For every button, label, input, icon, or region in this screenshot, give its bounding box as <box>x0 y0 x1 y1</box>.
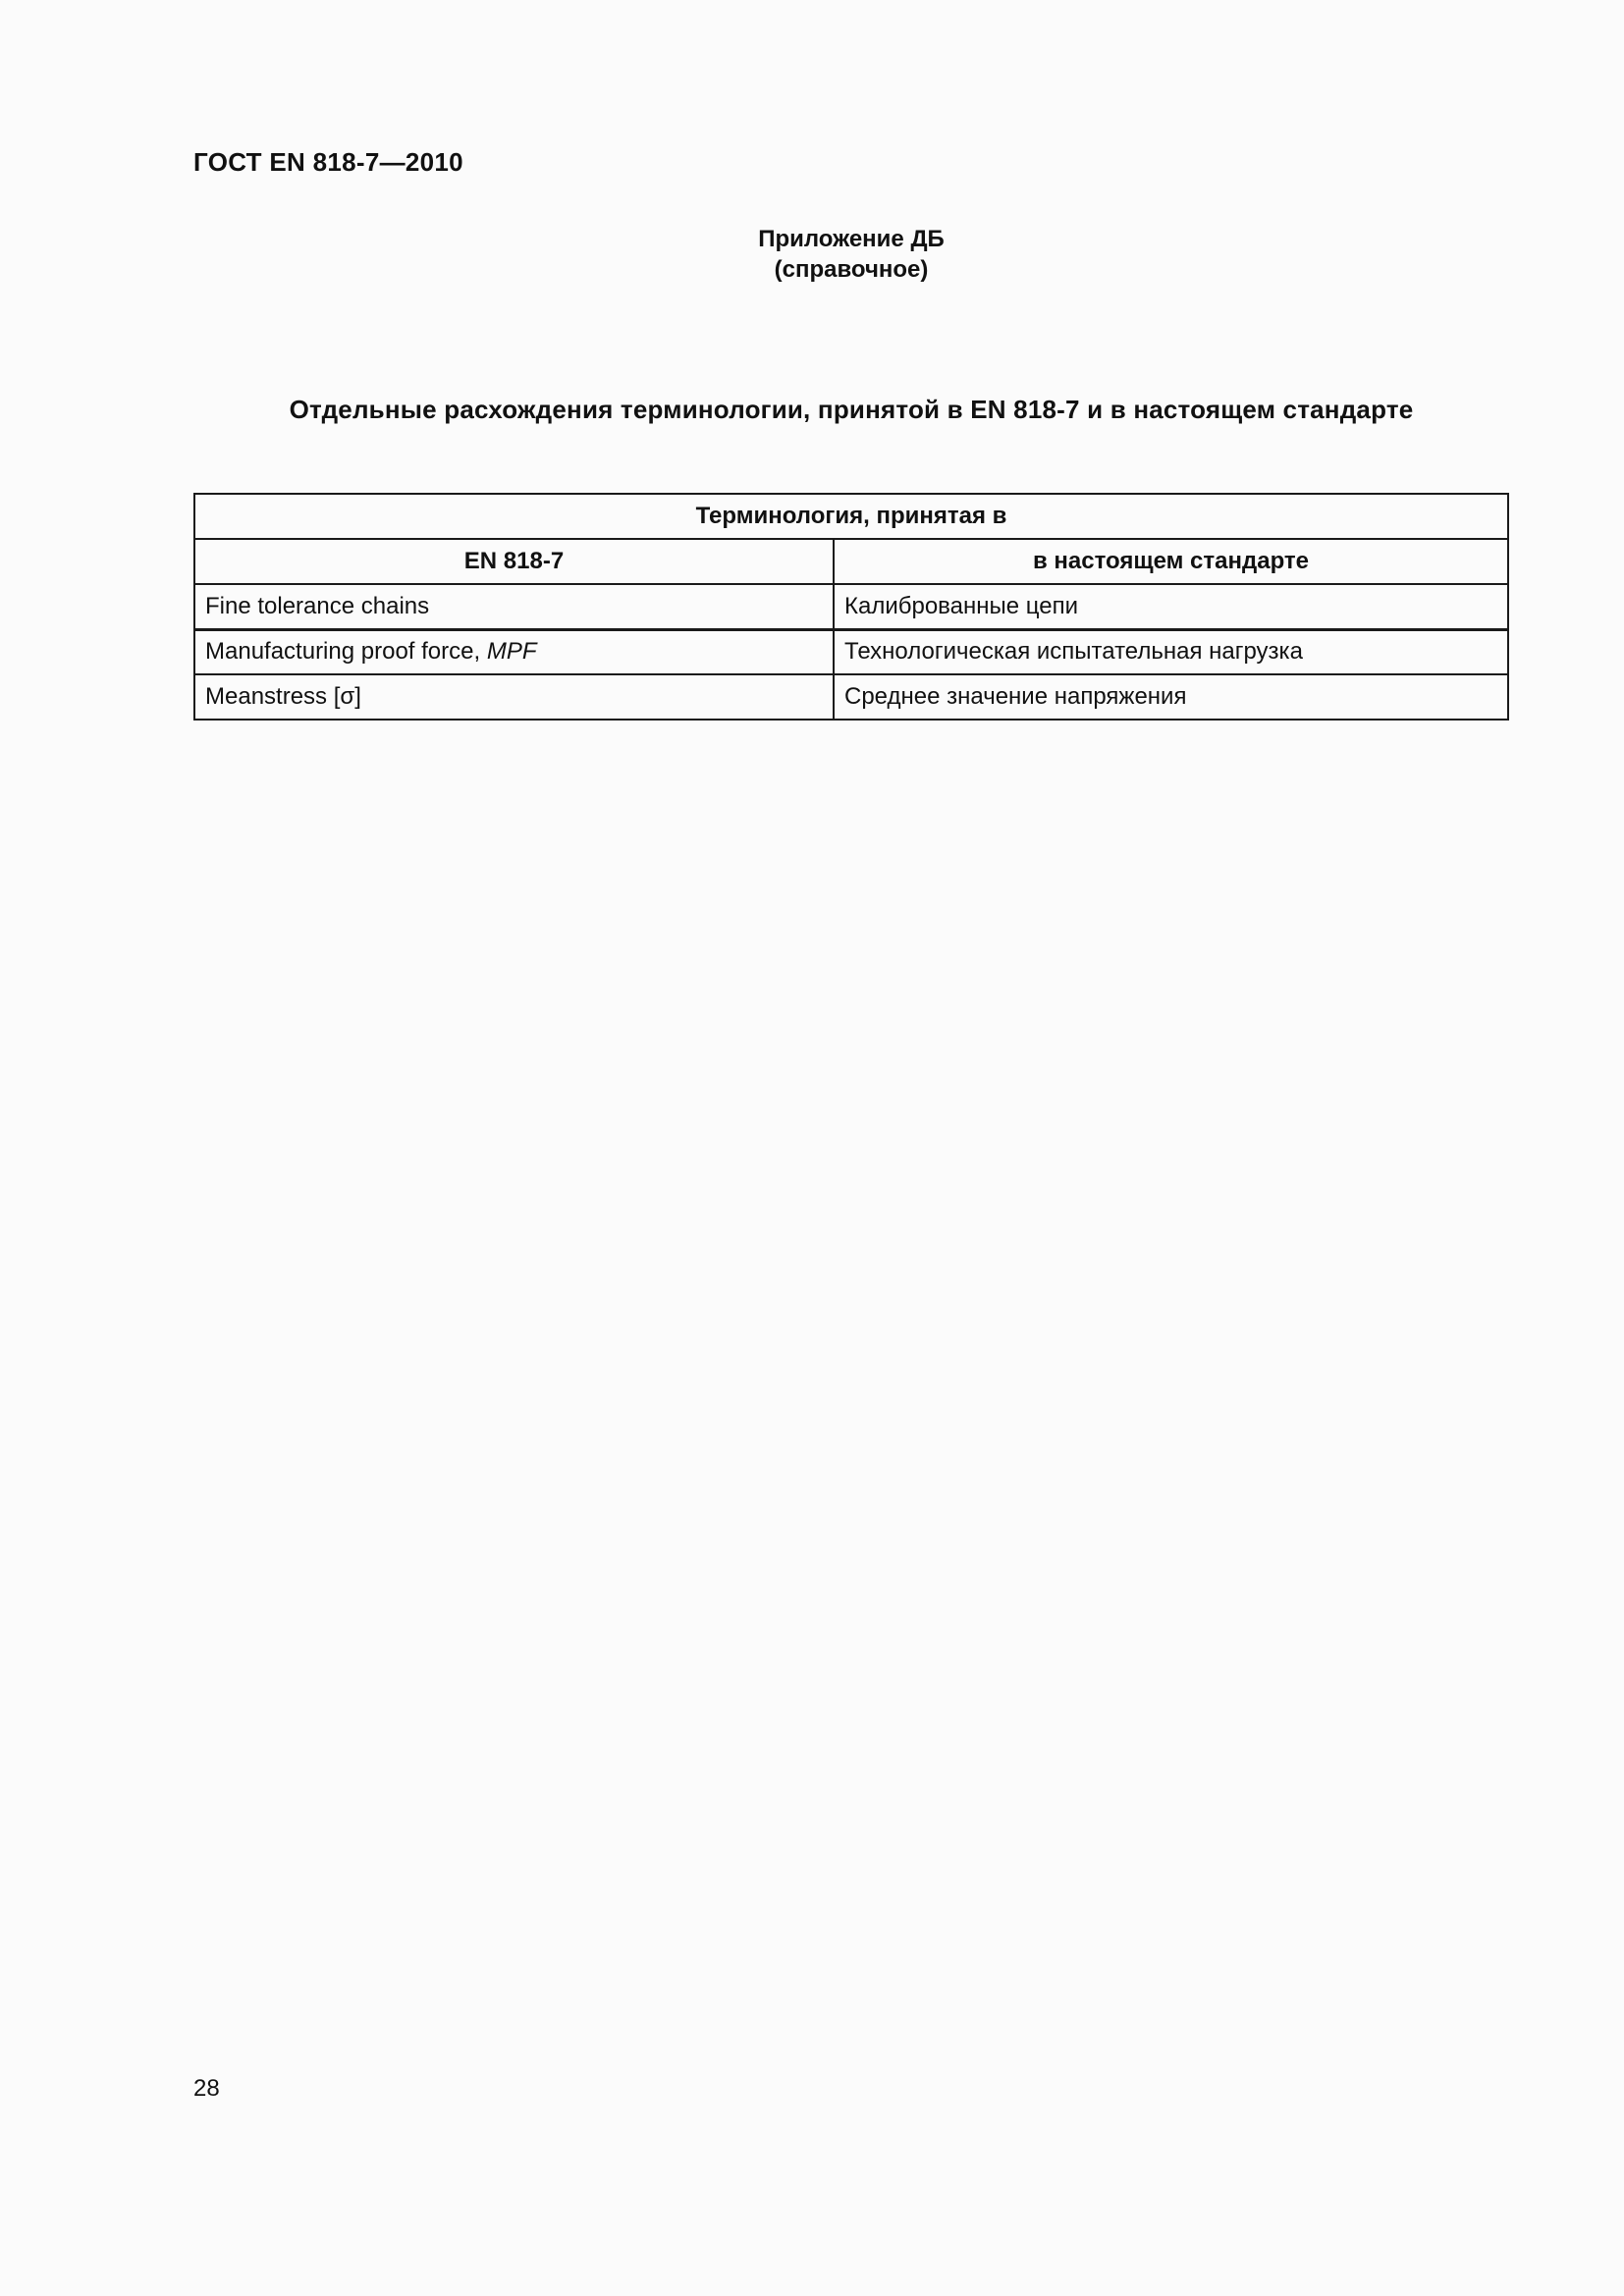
table-column-header-row <box>194 539 1508 584</box>
column-header-en: EN 818-7 <box>194 539 834 584</box>
table-group-header-row <box>194 494 1508 539</box>
term-en <box>194 584 834 629</box>
appendix-title: Приложение ДБ <box>758 226 945 252</box>
term-en <box>194 629 834 674</box>
term-en <box>194 674 834 720</box>
term-en-text: Manufacturing proof force, <box>205 638 487 666</box>
term-en-text: Meanstress [σ] <box>205 683 361 710</box>
term-en-abbreviation: MPF <box>486 638 537 666</box>
table-row <box>194 584 1508 629</box>
appendix-block <box>0 224 1624 285</box>
terminology-table <box>193 493 1509 721</box>
table-group-header: Терминология, принятая в <box>194 494 1508 539</box>
term-ru: Технологическая испытательная нагрузка <box>834 629 1508 674</box>
term-ru: Среднее значение напряжения <box>834 674 1508 720</box>
document-code: ГОСТ EN 818-7—2010 <box>193 147 463 177</box>
term-ru: Калиброванные цепи <box>834 584 1508 629</box>
table-row <box>194 674 1508 720</box>
appendix-subtitle: (справочное) <box>774 256 929 283</box>
page-heading: Отдельные расхождения терминологии, принятой в EN 818-7 и в настоящем стандарте <box>289 395 1414 424</box>
term-en-text: Fine tolerance chains <box>205 592 430 619</box>
column-header-ru: в настоящем стандарте <box>834 539 1508 584</box>
table-row <box>194 629 1508 674</box>
page-number: 28 <box>193 2075 220 2102</box>
